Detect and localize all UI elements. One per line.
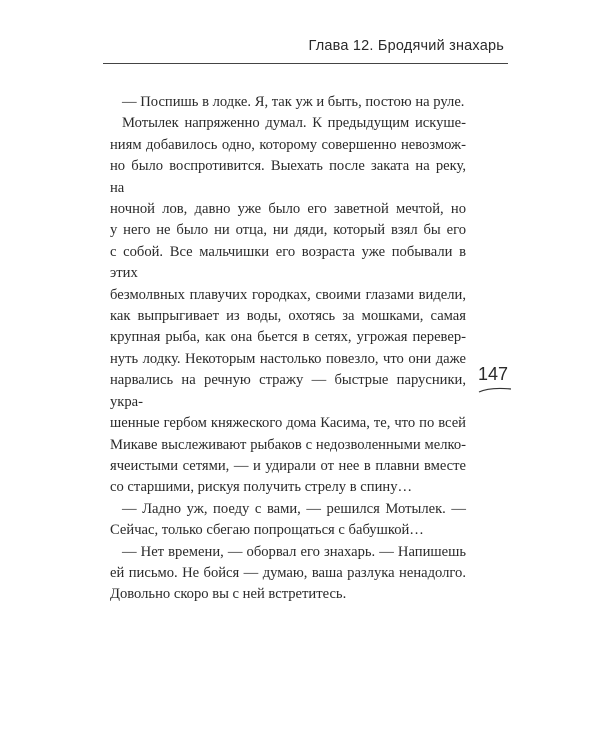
text-line: но было воспротивится. Выехать после заката на реку, на	[110, 158, 466, 196]
running-head	[0, 0, 600, 60]
text-line: Мотылек напряженно думал. К предыдущим искуше-	[122, 115, 466, 132]
text-line: нарвались на речную стражу — быстрые парусники, укра-	[110, 372, 466, 410]
page-number: 147	[478, 364, 509, 384]
body-text	[110, 92, 466, 606]
text-line: Микаве выслеживают рыбаков с недозволенными мелко-	[110, 436, 466, 453]
page-number-swash	[478, 386, 512, 394]
text-line: ей письмо. Не бойся — думаю, ваша разлука ненадолго.	[110, 564, 466, 581]
header-rule	[103, 63, 508, 64]
text-line: ниям добавилось одно, которому совершенно невозмож-	[110, 136, 466, 153]
text-line: ячеистыми сетями, — и удирали от нее в плавни вместе	[110, 457, 466, 474]
text-line: нуть лодку. Некоторым настолько повезло, что они даже	[110, 350, 466, 367]
text-line: шенные гербом княжеского дома Касима, те, что по всей	[110, 415, 466, 432]
text-line: — Поспишь в лодке. Я, так уж и быть, постою на руле.	[122, 94, 465, 110]
text-line: у него не было ни отца, ни дяди, который взял бы его	[110, 222, 466, 239]
text-line: как выпрыгивает из воды, охотясь за мошками, самая	[110, 308, 466, 325]
text-line: с собой. Все мальчишки его возраста уже побывали в этих	[110, 243, 466, 282]
text-line: — Нет времени, — оборвал его знахарь. — Напишешь	[122, 543, 466, 560]
text-line: Довольно скоро вы с ней встретитесь.	[110, 586, 347, 603]
text-line: — Ладно уж, поеду с вами, — решился Мотылек. —	[122, 500, 466, 517]
text-line: Сейчас, только сбегаю попрощаться с бабушкой…	[110, 522, 424, 539]
text-line: ночной лов, давно уже было его заветной мечтой, но	[110, 201, 466, 218]
text-line: безмолвных плавучих городках, своими глазами видели,	[110, 286, 466, 303]
chapter-title: Глава 12. Бродячий знахарь	[308, 38, 504, 54]
text-line: крупная рыба, как она бьется в сетях, угрожая перевер-	[110, 329, 466, 346]
text-line: со старшими, рискуя получить стрелу в спину…	[110, 479, 413, 496]
